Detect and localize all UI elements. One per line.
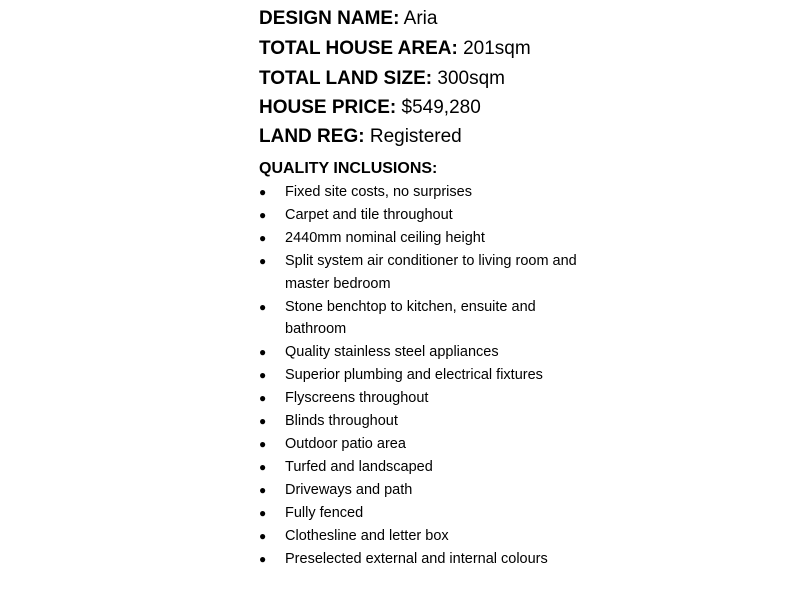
inclusion-item — [259, 548, 589, 571]
house-price-row — [259, 97, 481, 119]
inclusion-item — [259, 341, 589, 364]
inclusion-text: Fixed site costs, no surprises — [285, 184, 472, 200]
land-size-row — [259, 68, 505, 90]
inclusion-item — [259, 456, 589, 479]
design-name-row — [259, 8, 437, 30]
bullet-icon: ● — [259, 436, 267, 451]
bullet-icon: ● — [259, 414, 267, 429]
inclusion-item — [259, 433, 589, 456]
bullet-icon: ● — [259, 482, 267, 497]
inclusion-text: Outdoor patio area — [285, 435, 406, 452]
design-name-value: Aria — [403, 8, 438, 29]
inclusion-item — [259, 502, 589, 525]
inclusion-text: Blinds throughout — [285, 413, 398, 430]
house-area-row — [259, 38, 531, 60]
bullet-icon: ● — [259, 230, 267, 245]
bullet-icon: ● — [259, 299, 267, 314]
bullet-icon: ● — [259, 345, 267, 360]
inclusion-text: Stone benchtop to kitchen, ensuite and bathroom — [285, 298, 536, 338]
inclusion-text: Driveways and path — [285, 481, 413, 498]
inclusion-item — [259, 250, 589, 296]
house-price-value: $549,280 — [401, 97, 481, 118]
bullet-icon: ● — [259, 528, 267, 543]
inclusion-item — [259, 364, 589, 387]
inclusion-text: 2440mm nominal ceiling height — [285, 229, 485, 246]
inclusion-text: Flyscreens throughout — [285, 390, 429, 407]
inclusion-item — [259, 410, 589, 433]
bullet-icon: ● — [259, 391, 267, 406]
land-size-value: 300sqm — [437, 68, 505, 89]
land-reg-row — [259, 126, 462, 148]
inclusion-item — [259, 387, 589, 410]
inclusion-text: Carpet and tile throughout — [285, 206, 453, 223]
bullet-icon: ● — [259, 185, 267, 199]
inclusion-item — [259, 181, 589, 204]
land-reg-label: LAND REG: — [259, 126, 365, 147]
inclusion-item — [259, 204, 589, 227]
inclusion-text: Clothesline and letter box — [285, 527, 449, 544]
inclusion-text: Split system air conditioner to living room and master bedroom — [285, 252, 577, 292]
design-name-label: DESIGN NAME: — [259, 8, 400, 29]
inclusion-item — [259, 227, 589, 250]
bullet-icon: ● — [259, 459, 267, 474]
inclusion-item — [259, 479, 589, 502]
inclusion-text: Preselected external and internal colours — [285, 550, 548, 567]
inclusion-text: Fully fenced — [285, 504, 364, 521]
land-size-label: TOTAL LAND SIZE: — [259, 68, 433, 89]
inclusion-text: Quality stainless steel appliances — [285, 344, 499, 361]
land-reg-value: Registered — [369, 126, 462, 147]
house-price-label: HOUSE PRICE: — [259, 97, 397, 118]
bullet-icon: ● — [259, 368, 267, 383]
bullet-icon: ● — [259, 551, 267, 566]
inclusions-heading: QUALITY INCLUSIONS: — [259, 160, 438, 177]
inclusion-text: Turfed and landscaped — [285, 458, 433, 475]
inclusion-text: Superior plumbing and electrical fixtures — [285, 367, 543, 384]
inclusion-item — [259, 525, 589, 548]
inclusion-item — [259, 296, 589, 342]
bullet-icon: ● — [259, 207, 267, 222]
bullet-icon: ● — [259, 505, 267, 520]
house-area-value: 201sqm — [463, 38, 531, 59]
bullet-icon: ● — [259, 253, 267, 268]
house-area-label: TOTAL HOUSE AREA: — [259, 38, 458, 59]
inclusions-list — [259, 181, 589, 570]
